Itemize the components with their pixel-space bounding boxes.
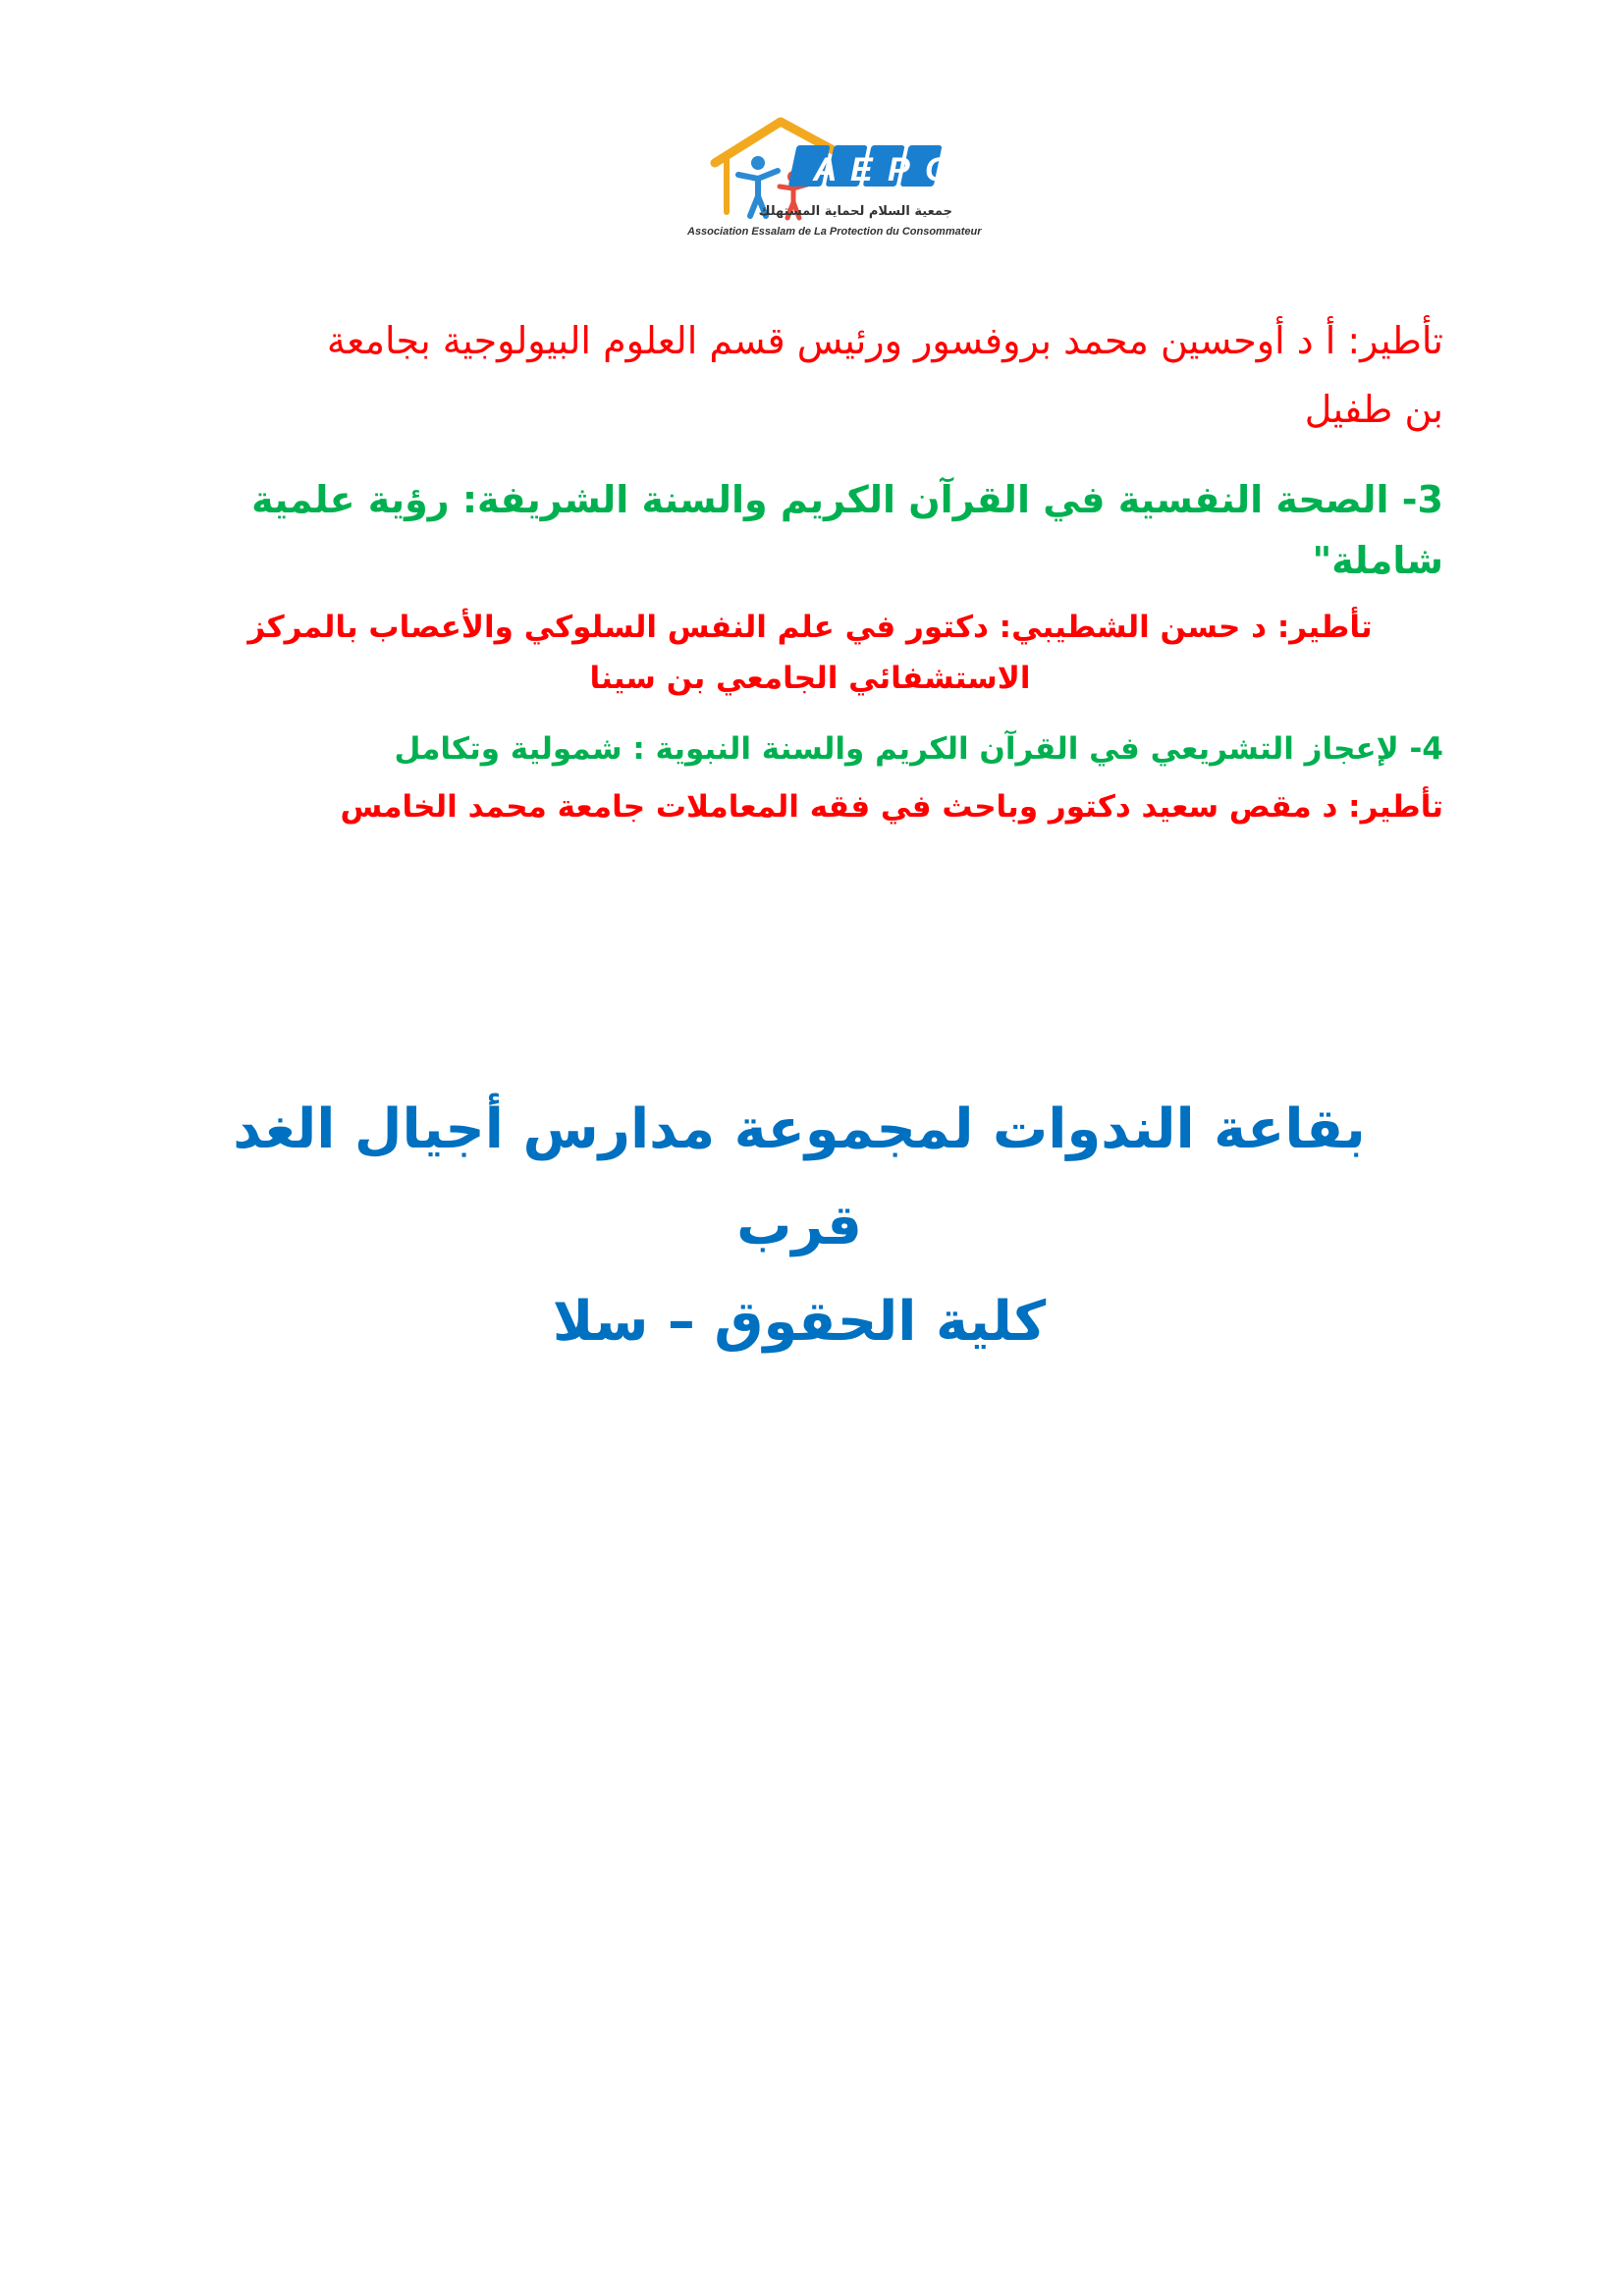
topic-4-heading: 4- لإعجاز التشريعي في القرآن الكريم والسنة النبوية : شمولية وتكامل — [394, 731, 1443, 767]
topic-3-heading — [177, 469, 1443, 591]
logo-letter-c: C — [925, 151, 949, 188]
supervisor-1-line-2: بن طفيل — [1304, 388, 1443, 431]
supervisor-2-paragraph — [177, 602, 1443, 704]
logo-arabic-name: جمعية السلام لحماية المستهلك — [758, 204, 952, 219]
supervisor-2-line-2: الاستشفائي الجامعي بن سينا — [589, 661, 1031, 696]
logo-figure-head-left — [751, 156, 765, 170]
supervisor-1-line-1: تأطير: أ د أوحسين محمد بروفسور ورئيس قسم العلوم البيولوجية بجامعة — [326, 319, 1443, 362]
aepc-logo — [687, 116, 982, 263]
supervisor-1-paragraph — [177, 306, 1443, 444]
logo-letter-e: E — [850, 151, 873, 188]
logo-letter-a: A — [813, 151, 838, 188]
logo-letters — [788, 145, 949, 188]
venue-line-2: كلية الحقوق – سلا — [552, 1290, 1047, 1354]
logo-letter-p: P — [888, 151, 910, 188]
venue-heading — [190, 1082, 1408, 1370]
supervisor-3-paragraph: تأطير: د مقص سعيد دكتور وباحث في فقه المعاملات جامعة محمد الخامس — [340, 789, 1443, 825]
logo-french-name: Association Essalam de La Protection du Consommateur — [687, 226, 982, 238]
topic-3-line-1: 3- الصحة النفسية في القرآن الكريم والسنة الشريفة: رؤية علمية — [251, 478, 1443, 521]
topic-3-line-2: شاملة" — [1312, 539, 1443, 582]
supervisor-2-line-1: تأطير: د حسن الشطيبي: دكتور في علم النفس السلوكي والأعصاب بالمركز — [247, 610, 1373, 645]
venue-line-1: بقاعة الندوات لمجموعة مدارس أجيال الغد قرب — [233, 1097, 1366, 1257]
